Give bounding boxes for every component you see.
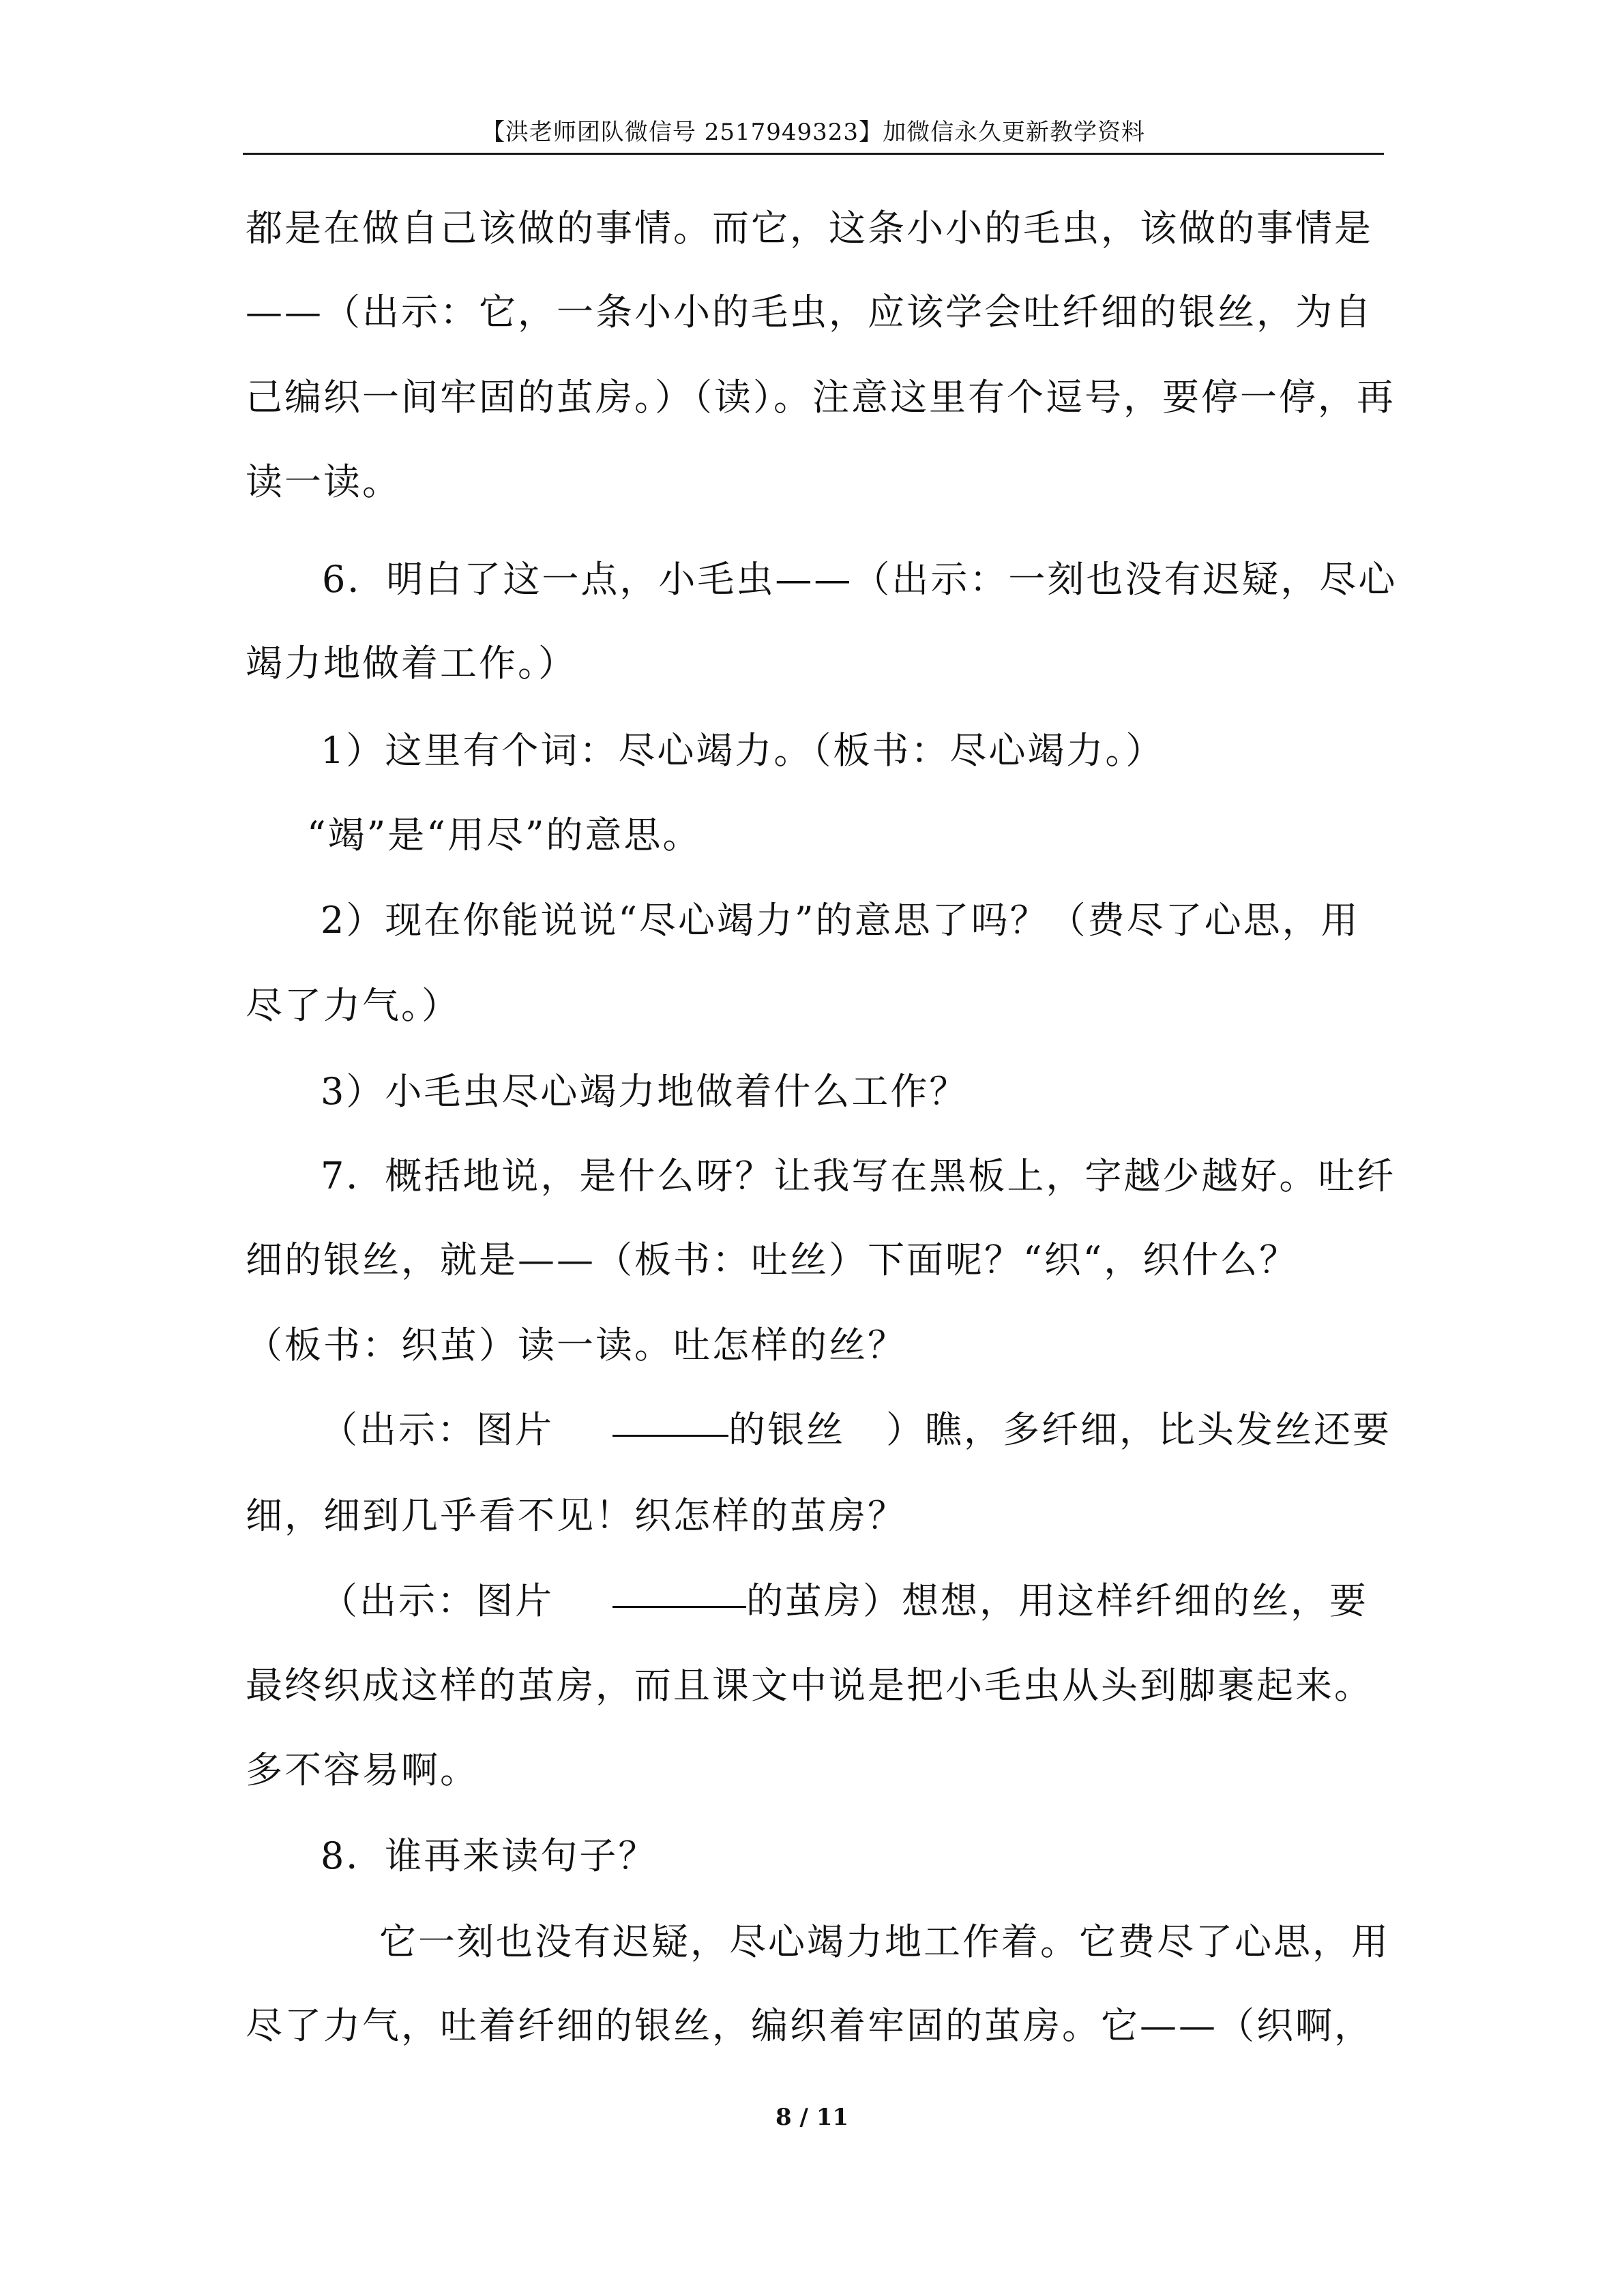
paragraph-line: 都是在做自己该做的事情。而它，这条小小的毛虫，该做的事情是 [246,207,1373,250]
paragraph-line: 竭力地做着工作。） [246,642,577,685]
paragraph-line: 它一刻也没有迟疑，尽心竭力地工作着。它费尽了心思，用 [379,1920,1390,1963]
fill-in-blank [612,1570,746,1608]
paragraph-line: 7．概括地说，是什么呀？让我写在黑板上，字越少越好。吐纤 [321,1154,1396,1197]
paragraph-line: 细，细到几乎看不见！织怎样的茧房？ [246,1494,906,1537]
paragraph-line: 3）小毛虫尽心竭力地做着什么工作？ [321,1070,969,1113]
paragraph-line-with-blank [321,1399,1464,1461]
line-segment: （出示：图片 [321,1408,554,1451]
paragraph-line: 最终织成这样的茧房，而且课文中说是把小毛虫从头到脚裹起来。 [246,1664,1373,1707]
paragraph-line: 6．明白了这一点，小毛虫——（出示：一刻也没有迟疑，尽心 [322,558,1398,601]
paragraph-line: 读一读。 [246,460,401,503]
line-segment: （出示：图片 [321,1579,554,1622]
paragraph-line: 尽了力气，吐着纤细的银丝，编织着牢固的茧房。它——（织啊， [246,2004,1373,2047]
paragraph-line: 1）这里有个词：尽心竭力。（板书：尽心竭力。） [321,729,1165,772]
paragraph-line: 细的银丝，就是——（板书：吐丝）下面呢？“织“，织什么？ [246,1238,1299,1281]
line-segment: ）瞧，多纤细，比头发丝还要 [886,1408,1391,1451]
paragraph-line: ——（出示：它，一条小小的毛虫，应该学会吐纤细的银丝，为自 [246,290,1373,333]
fill-in-blank [612,1399,728,1437]
line-segment: 的茧房）想想，用这样纤细的丝，要 [746,1579,1368,1622]
paragraph-line: 2）现在你能说说“尽心竭力”的意思了吗？（费尽了心思，用 [321,899,1360,942]
page-number: 8 / 11 [775,2104,849,2131]
paragraph-line: “竭”是“用尽”的意思。 [307,814,702,856]
paragraph-line: 己编织一间牢固的茧房。）（读）。注意这里有个逗号，要停一停，再 [246,376,1396,419]
page-header: 【洪老师团队微信号 2517949323】加微信永久更新教学资料 [243,112,1384,155]
line-segment: 的银丝 [728,1408,845,1451]
paragraph-line: 8．谁再来读句子？ [321,1834,658,1877]
paragraph-line-with-blank [321,1570,1464,1632]
paragraph-line: （板书：织茧）读一读。吐怎样的丝？ [246,1324,906,1367]
paragraph-line: 尽了力气。） [246,984,460,1027]
paragraph-line: 多不容易啊。 [246,1748,479,1791]
